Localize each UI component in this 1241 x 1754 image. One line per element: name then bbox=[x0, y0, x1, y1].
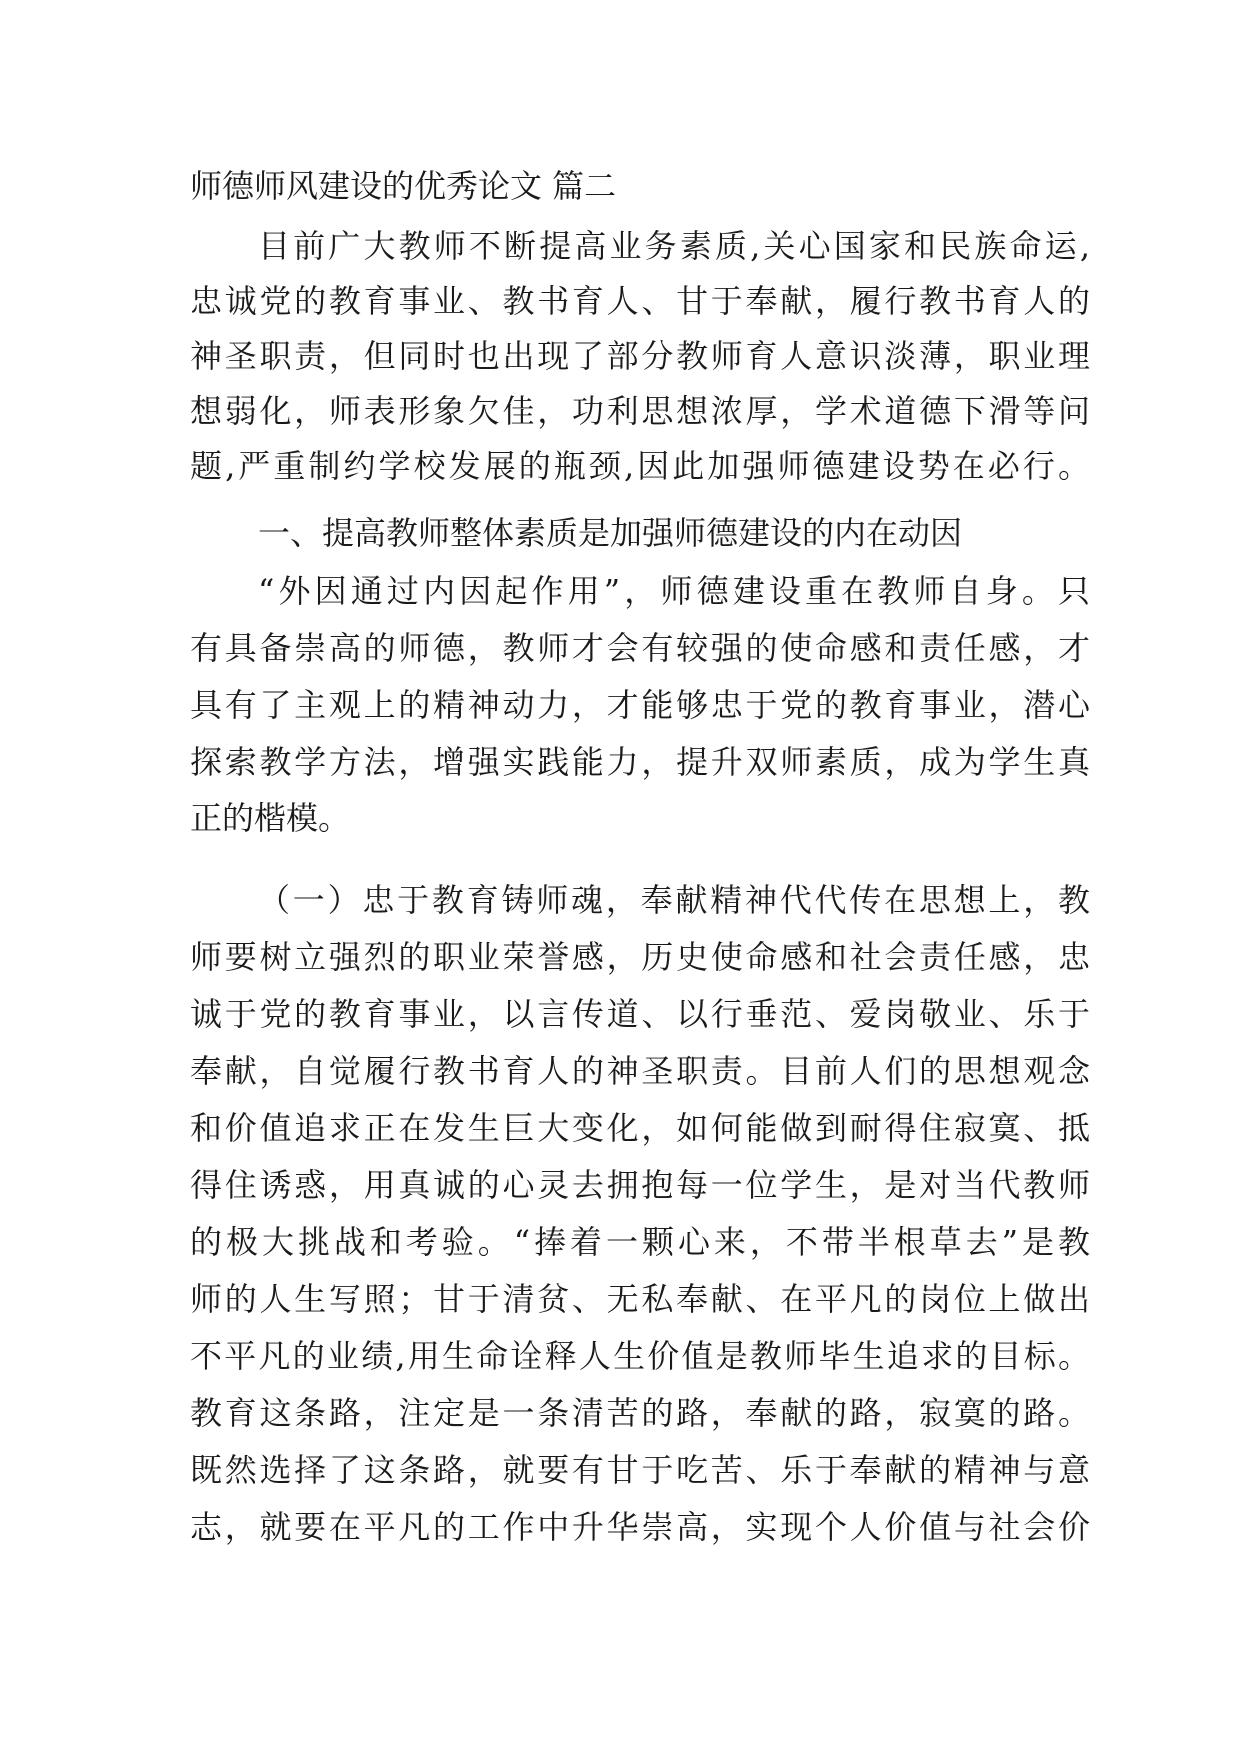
paragraph-line: 探索教学方法，增强实践能力，提升双师素质，成为学生真 bbox=[190, 743, 1090, 781]
document-title: 师德师风建设的优秀论文 篇二 bbox=[190, 167, 617, 205]
paragraph-line: 和价值追求正在发生巨大变化，如何能做到耐得住寂寞、抵 bbox=[190, 1109, 1090, 1147]
paragraph-line: 目前广大教师不断提高业务素质,关心国家和民族命运, bbox=[258, 227, 1090, 265]
paragraph-line: 奉献，自觉履行教书育人的神圣职责。目前人们的思想观念 bbox=[190, 1052, 1090, 1090]
paragraph-line: 得住诱惑，用真诚的心灵去拥抱每一位学生，是对当代教师 bbox=[190, 1166, 1090, 1204]
paragraph-line: 题,严重制约学校发展的瓶颈,因此加强师德建设势在必行。 bbox=[190, 447, 1090, 485]
paragraph-line: 有具备崇高的师德，教师才会有较强的使命感和责任感，才 bbox=[190, 629, 1090, 667]
paragraph-line: 不平凡的业绩,用生命诠释人生价值是教师毕生追求的目标。 bbox=[190, 1337, 1090, 1375]
paragraph-line: 师要树立强烈的职业荣誉感，历史使命感和社会责任感，忠 bbox=[190, 938, 1090, 976]
subsection-heading-line: （一）忠于教育铸师魂，奉献精神代代传在思想上，教 bbox=[258, 881, 1090, 919]
paragraph-line: 的极大挑战和考验。“捧着一颗心来，不带半根草去”是教 bbox=[190, 1223, 1090, 1261]
paragraph-line: 具有了主观上的精神动力，才能够忠于党的教育事业，潜心 bbox=[190, 686, 1090, 724]
paragraph-line: 忠诚党的教育事业、教书育人、甘于奉献，履行教书育人的 bbox=[190, 282, 1090, 320]
paragraph-line: 想弱化，师表形象欠佳，功利思想浓厚，学术道德下滑等问 bbox=[190, 392, 1090, 430]
paragraph-line: 志，就要在平凡的工作中升华崇高，实现个人价值与社会价 bbox=[190, 1508, 1090, 1546]
paragraph-line: 正的楷模。 bbox=[190, 799, 351, 837]
section-heading: 一、提高教师整体素质是加强师德建设的内在动因 bbox=[258, 514, 963, 552]
paragraph-line: 既然选择了这条路，就要有甘于吃苦、乐于奉献的精神与意 bbox=[190, 1451, 1090, 1489]
paragraph-line: 师的人生写照；甘于清贫、无私奉献、在平凡的岗位上做出 bbox=[190, 1280, 1090, 1318]
paragraph-line: 诚于党的教育事业，以言传道、以行垂范、爱岗敬业、乐于 bbox=[190, 995, 1090, 1033]
paragraph-line: 神圣职责，但同时也出现了部分教师育人意识淡薄，职业理 bbox=[190, 337, 1090, 375]
paragraph-line: 教育这条路，注定是一条清苦的路，奉献的路，寂寞的路。 bbox=[190, 1394, 1090, 1432]
paragraph-line: “外因通过内因起作用”，师德建设重在教师自身。只 bbox=[258, 572, 1090, 610]
